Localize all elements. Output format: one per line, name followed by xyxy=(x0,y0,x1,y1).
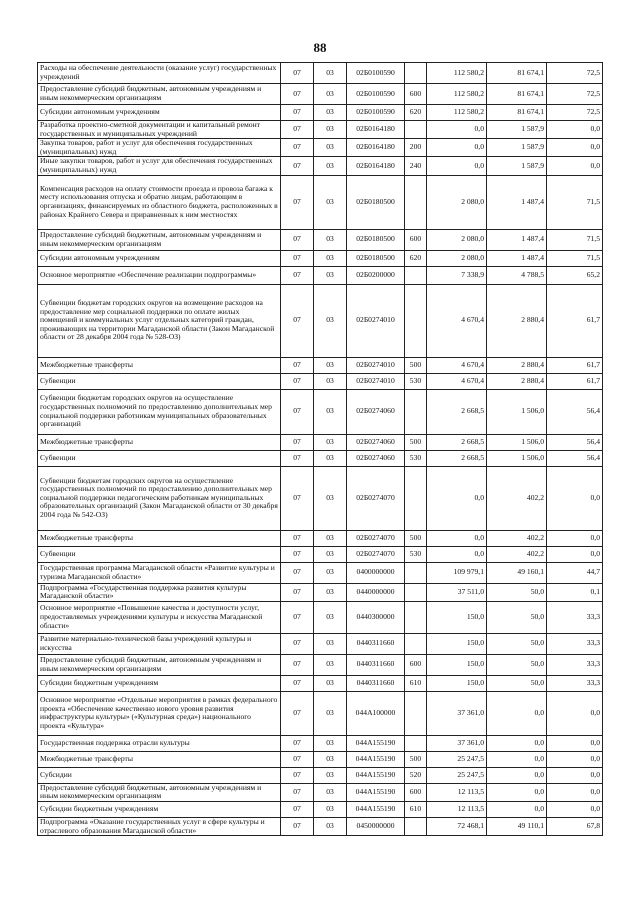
planned-amount-cell: 2 080,0 xyxy=(427,175,487,229)
expense-type-cell xyxy=(405,389,427,434)
table-row xyxy=(38,105,603,121)
planned-amount-cell: 0,0 xyxy=(427,546,487,562)
execution-percent-cell: 0,0 xyxy=(547,751,603,767)
execution-percent-cell: 33,3 xyxy=(547,601,603,633)
subsection-code-cell: 03 xyxy=(314,675,347,691)
page-number: 88 xyxy=(313,40,327,55)
target-article-cell: 044A155190 xyxy=(347,735,405,751)
row-name-cell: Закупка товаров, работ и услуг для обеспечения государственных (муниципальных) нужд xyxy=(38,139,281,157)
expense-type-cell xyxy=(405,466,427,530)
planned-amount-cell: 25 247,5 xyxy=(427,751,487,767)
table-row xyxy=(38,266,603,284)
target-article-cell: 02Б0164180 xyxy=(347,139,405,157)
subsection-code-cell: 03 xyxy=(314,250,347,266)
planned-amount-cell: 150,0 xyxy=(427,654,487,675)
section-code-cell: 07 xyxy=(281,735,314,751)
row-name-cell: Субвенции бюджетам городских округов на осуществление государственных полномочий по предоставлению дополнительных мер социальной поддержки педагогическим работникам муниципальных образовательных организаций (Закон Магаданской области от 30 декабря 2004 года № 542-ОЗ) xyxy=(38,466,281,530)
row-name-cell: Предоставление субсидий бюджетным, автономным учреждениям и иным некоммерческим организациям xyxy=(38,783,281,801)
execution-percent-cell: 56,4 xyxy=(547,434,603,450)
expense-type-cell xyxy=(405,633,427,654)
table-row xyxy=(38,175,603,229)
row-name-cell: Межбюджетные трансферты xyxy=(38,751,281,767)
planned-amount-cell: 2 080,0 xyxy=(427,250,487,266)
section-code-cell: 07 xyxy=(281,357,314,373)
planned-amount-cell: 4 670,4 xyxy=(427,357,487,373)
table-row xyxy=(38,691,603,735)
table-row xyxy=(38,675,603,691)
expense-type-cell: 530 xyxy=(405,546,427,562)
subsection-code-cell: 03 xyxy=(314,783,347,801)
expense-type-cell: 500 xyxy=(405,751,427,767)
actual-amount-cell: 0,0 xyxy=(487,783,547,801)
actual-amount-cell: 402,2 xyxy=(487,546,547,562)
actual-amount-cell: 402,2 xyxy=(487,530,547,546)
target-article-cell: 0440311660 xyxy=(347,633,405,654)
actual-amount-cell: 0,0 xyxy=(487,735,547,751)
execution-percent-cell: 0,0 xyxy=(547,801,603,817)
row-name-cell: Подпрограмма «Государственная поддержка развития культуры Магаданской области» xyxy=(38,583,281,601)
table-row xyxy=(38,801,603,817)
table-row xyxy=(38,284,603,357)
table-row xyxy=(38,84,603,105)
section-code-cell: 07 xyxy=(281,583,314,601)
execution-percent-cell: 72,5 xyxy=(547,84,603,105)
target-article-cell: 0440300000 xyxy=(347,601,405,633)
table-row xyxy=(38,121,603,139)
table-row xyxy=(38,466,603,530)
actual-amount-cell: 2 880,4 xyxy=(487,284,547,357)
target-article-cell: 02Б0274060 xyxy=(347,389,405,434)
subsection-code-cell: 03 xyxy=(314,229,347,250)
expense-type-cell: 600 xyxy=(405,84,427,105)
subsection-code-cell: 03 xyxy=(314,466,347,530)
section-code-cell: 07 xyxy=(281,675,314,691)
expense-type-cell: 620 xyxy=(405,105,427,121)
row-name-cell: Субсидии автономным учреждениям xyxy=(38,250,281,266)
section-code-cell: 07 xyxy=(281,783,314,801)
actual-amount-cell: 50,0 xyxy=(487,601,547,633)
expense-type-cell: 500 xyxy=(405,530,427,546)
section-code-cell: 07 xyxy=(281,654,314,675)
subsection-code-cell: 03 xyxy=(314,601,347,633)
expense-type-cell xyxy=(405,284,427,357)
section-code-cell: 07 xyxy=(281,691,314,735)
row-name-cell: Субсидии бюджетным учреждениям xyxy=(38,801,281,817)
subsection-code-cell: 03 xyxy=(314,751,347,767)
actual-amount-cell: 1 506,0 xyxy=(487,389,547,434)
execution-percent-cell: 0,0 xyxy=(547,466,603,530)
section-code-cell: 07 xyxy=(281,389,314,434)
section-code-cell: 07 xyxy=(281,633,314,654)
actual-amount-cell: 49 160,1 xyxy=(487,562,547,583)
target-article-cell: 02Б0274010 xyxy=(347,373,405,389)
planned-amount-cell: 0,0 xyxy=(427,157,487,175)
planned-amount-cell: 12 113,5 xyxy=(427,801,487,817)
expense-type-cell: 620 xyxy=(405,250,427,266)
table-row xyxy=(38,601,603,633)
budget-table xyxy=(37,62,603,836)
expense-type-cell xyxy=(405,735,427,751)
subsection-code-cell: 03 xyxy=(314,266,347,284)
subsection-code-cell: 03 xyxy=(314,546,347,562)
row-name-cell: Разработка проектно-сметной документации и капитальный ремонт государственных и муниципальных учреждений xyxy=(38,121,281,139)
execution-percent-cell: 72,5 xyxy=(547,63,603,84)
table-row xyxy=(38,633,603,654)
execution-percent-cell: 0,0 xyxy=(547,530,603,546)
expense-type-cell xyxy=(405,817,427,835)
target-article-cell: 044A155190 xyxy=(347,801,405,817)
subsection-code-cell: 03 xyxy=(314,284,347,357)
table-row xyxy=(38,783,603,801)
row-name-cell: Расходы на обеспечение деятельности (оказание услуг) государственных учреждений xyxy=(38,63,281,84)
expense-type-cell: 600 xyxy=(405,229,427,250)
table-row xyxy=(38,735,603,751)
planned-amount-cell: 7 338,9 xyxy=(427,266,487,284)
table-row xyxy=(38,583,603,601)
row-name-cell: Субвенции бюджетам городских округов на осуществление государственных полномочий по предоставлению дополнительных мер социальной поддержки работникам муниципальных образовательных организаций xyxy=(38,389,281,434)
section-code-cell: 07 xyxy=(281,434,314,450)
section-code-cell: 07 xyxy=(281,530,314,546)
actual-amount-cell: 1 587,9 xyxy=(487,121,547,139)
subsection-code-cell: 03 xyxy=(314,450,347,466)
subsection-code-cell: 03 xyxy=(314,357,347,373)
actual-amount-cell: 1 587,9 xyxy=(487,157,547,175)
execution-percent-cell: 67,8 xyxy=(547,817,603,835)
section-code-cell: 07 xyxy=(281,817,314,835)
execution-percent-cell: 71,5 xyxy=(547,229,603,250)
row-name-cell: Предоставление субсидий бюджетным, автономным учреждениям и иным некоммерческим организациям xyxy=(38,84,281,105)
actual-amount-cell: 1 487,4 xyxy=(487,250,547,266)
section-code-cell: 07 xyxy=(281,266,314,284)
table-row xyxy=(38,751,603,767)
target-article-cell: 044A155190 xyxy=(347,751,405,767)
planned-amount-cell: 2 668,5 xyxy=(427,450,487,466)
section-code-cell: 07 xyxy=(281,601,314,633)
subsection-code-cell: 03 xyxy=(314,767,347,783)
subsection-code-cell: 03 xyxy=(314,139,347,157)
expense-type-cell: 600 xyxy=(405,783,427,801)
target-article-cell: 02Б0200000 xyxy=(347,266,405,284)
actual-amount-cell: 2 880,4 xyxy=(487,373,547,389)
subsection-code-cell: 03 xyxy=(314,175,347,229)
target-article-cell: 044A100000 xyxy=(347,691,405,735)
execution-percent-cell: 72,5 xyxy=(547,105,603,121)
actual-amount-cell: 402,2 xyxy=(487,466,547,530)
planned-amount-cell: 112 580,2 xyxy=(427,84,487,105)
execution-percent-cell: 71,5 xyxy=(547,175,603,229)
actual-amount-cell: 0,0 xyxy=(487,767,547,783)
planned-amount-cell: 0,0 xyxy=(427,530,487,546)
subsection-code-cell: 03 xyxy=(314,389,347,434)
actual-amount-cell: 1 506,0 xyxy=(487,450,547,466)
subsection-code-cell: 03 xyxy=(314,373,347,389)
row-name-cell: Субсидии бюджетным учреждениям xyxy=(38,675,281,691)
execution-percent-cell: 44,7 xyxy=(547,562,603,583)
subsection-code-cell: 03 xyxy=(314,434,347,450)
actual-amount-cell: 81 674,1 xyxy=(487,63,547,84)
section-code-cell: 07 xyxy=(281,175,314,229)
planned-amount-cell: 112 580,2 xyxy=(427,63,487,84)
subsection-code-cell: 03 xyxy=(314,583,347,601)
expense-type-cell xyxy=(405,562,427,583)
section-code-cell: 07 xyxy=(281,121,314,139)
target-article-cell: 044A155190 xyxy=(347,783,405,801)
section-code-cell: 07 xyxy=(281,466,314,530)
expense-type-cell: 530 xyxy=(405,450,427,466)
execution-percent-cell: 0,0 xyxy=(547,735,603,751)
expense-type-cell: 200 xyxy=(405,139,427,157)
execution-percent-cell: 33,3 xyxy=(547,654,603,675)
execution-percent-cell: 0,0 xyxy=(547,157,603,175)
row-name-cell: Основное мероприятие «Обеспечение реализации подпрограммы» xyxy=(38,266,281,284)
table-row xyxy=(38,157,603,175)
execution-percent-cell: 71,5 xyxy=(547,250,603,266)
target-article-cell: 044A155190 xyxy=(347,767,405,783)
target-article-cell: 02Б0180500 xyxy=(347,250,405,266)
row-name-cell: Иные закупки товаров, работ и услуг для обеспечения государственных (муниципальных) нужд xyxy=(38,157,281,175)
target-article-cell: 0450000000 xyxy=(347,817,405,835)
execution-percent-cell: 61,7 xyxy=(547,373,603,389)
expense-type-cell: 500 xyxy=(405,434,427,450)
row-name-cell: Развитие материально-технической базы учреждений культуры и искусства xyxy=(38,633,281,654)
actual-amount-cell: 50,0 xyxy=(487,675,547,691)
target-article-cell: 02Б0100590 xyxy=(347,84,405,105)
actual-amount-cell: 1 487,4 xyxy=(487,229,547,250)
row-name-cell: Субвенции xyxy=(38,546,281,562)
planned-amount-cell: 0,0 xyxy=(427,121,487,139)
subsection-code-cell: 03 xyxy=(314,633,347,654)
target-article-cell: 02Б0274070 xyxy=(347,466,405,530)
actual-amount-cell: 50,0 xyxy=(487,654,547,675)
actual-amount-cell: 49 110,1 xyxy=(487,817,547,835)
actual-amount-cell: 4 788,5 xyxy=(487,266,547,284)
planned-amount-cell: 25 247,5 xyxy=(427,767,487,783)
target-article-cell: 02Б0274010 xyxy=(347,284,405,357)
execution-percent-cell: 0,0 xyxy=(547,767,603,783)
table-row xyxy=(38,530,603,546)
execution-percent-cell: 0,0 xyxy=(547,546,603,562)
subsection-code-cell: 03 xyxy=(314,801,347,817)
planned-amount-cell: 4 670,4 xyxy=(427,373,487,389)
target-article-cell: 02Б0180500 xyxy=(347,175,405,229)
execution-percent-cell: 33,3 xyxy=(547,675,603,691)
target-article-cell: 0440000000 xyxy=(347,583,405,601)
table-row xyxy=(38,546,603,562)
execution-percent-cell: 0,0 xyxy=(547,121,603,139)
actual-amount-cell: 81 674,1 xyxy=(487,105,547,121)
table-row xyxy=(38,250,603,266)
table-row xyxy=(38,654,603,675)
expense-type-cell xyxy=(405,266,427,284)
execution-percent-cell: 56,4 xyxy=(547,389,603,434)
actual-amount-cell: 2 880,4 xyxy=(487,357,547,373)
target-article-cell: 02Б0100590 xyxy=(347,63,405,84)
execution-percent-cell: 33,3 xyxy=(547,633,603,654)
section-code-cell: 07 xyxy=(281,84,314,105)
actual-amount-cell: 81 674,1 xyxy=(487,84,547,105)
planned-amount-cell: 72 468,1 xyxy=(427,817,487,835)
actual-amount-cell: 0,0 xyxy=(487,691,547,735)
execution-percent-cell: 56,4 xyxy=(547,450,603,466)
planned-amount-cell: 37 361,0 xyxy=(427,691,487,735)
target-article-cell: 02Б0274010 xyxy=(347,357,405,373)
subsection-code-cell: 03 xyxy=(314,562,347,583)
row-name-cell: Компенсация расходов на оплату стоимости проезда и провоза багажа к месту использования отпуска и обратно лицам, работающим в организациях, финансируемых из областного бюджета, расположенных в районах Крайнего Севера и приравненных к ним местностях xyxy=(38,175,281,229)
planned-amount-cell: 4 670,4 xyxy=(427,284,487,357)
section-code-cell: 07 xyxy=(281,450,314,466)
subsection-code-cell: 03 xyxy=(314,691,347,735)
execution-percent-cell: 0,0 xyxy=(547,783,603,801)
planned-amount-cell: 150,0 xyxy=(427,633,487,654)
row-name-cell: Межбюджетные трансферты xyxy=(38,434,281,450)
target-article-cell: 02Б0180500 xyxy=(347,229,405,250)
planned-amount-cell: 0,0 xyxy=(427,139,487,157)
actual-amount-cell: 1 506,0 xyxy=(487,434,547,450)
section-code-cell: 07 xyxy=(281,229,314,250)
target-article-cell: 0440311660 xyxy=(347,675,405,691)
execution-percent-cell: 0,0 xyxy=(547,139,603,157)
actual-amount-cell: 0,0 xyxy=(487,801,547,817)
table-row xyxy=(38,357,603,373)
actual-amount-cell: 50,0 xyxy=(487,633,547,654)
planned-amount-cell: 12 113,5 xyxy=(427,783,487,801)
expense-type-cell xyxy=(405,691,427,735)
planned-amount-cell: 150,0 xyxy=(427,675,487,691)
planned-amount-cell: 2 668,5 xyxy=(427,389,487,434)
table-row xyxy=(38,562,603,583)
target-article-cell: 0400000000 xyxy=(347,562,405,583)
section-code-cell: 07 xyxy=(281,139,314,157)
expense-type-cell xyxy=(405,63,427,84)
actual-amount-cell: 50,0 xyxy=(487,583,547,601)
expense-type-cell xyxy=(405,583,427,601)
section-code-cell: 07 xyxy=(281,751,314,767)
target-article-cell: 0440311660 xyxy=(347,654,405,675)
planned-amount-cell: 109 979,1 xyxy=(427,562,487,583)
table-row xyxy=(38,450,603,466)
table-row xyxy=(38,434,603,450)
planned-amount-cell: 2 668,5 xyxy=(427,434,487,450)
target-article-cell: 02Б0274070 xyxy=(347,546,405,562)
subsection-code-cell: 03 xyxy=(314,157,347,175)
actual-amount-cell: 1 587,9 xyxy=(487,139,547,157)
row-name-cell: Межбюджетные трансферты xyxy=(38,530,281,546)
row-name-cell: Государственная программа Магаданской области «Развитие культуры и туризма Магаданской области» xyxy=(38,562,281,583)
subsection-code-cell: 03 xyxy=(314,530,347,546)
target-article-cell: 02Б0274070 xyxy=(347,530,405,546)
expense-type-cell: 520 xyxy=(405,767,427,783)
target-article-cell: 02Б0274060 xyxy=(347,450,405,466)
target-article-cell: 02Б0164180 xyxy=(347,157,405,175)
planned-amount-cell: 37 361,0 xyxy=(427,735,487,751)
target-article-cell: 02Б0274060 xyxy=(347,434,405,450)
planned-amount-cell: 0,0 xyxy=(427,466,487,530)
table-row xyxy=(38,373,603,389)
table-row xyxy=(38,767,603,783)
row-name-cell: Основное мероприятие «Отдельные мероприятия в рамках федерального проекта «Обеспечение качественно нового уровня развития инфраструктуры культуры» («Культурная среда») национального проекта «Культура» xyxy=(38,691,281,735)
row-name-cell: Основное мероприятие «Повышение качества и доступности услуг, предоставляемых учреждениями культуры и искусства Магаданской области» xyxy=(38,601,281,633)
target-article-cell: 02Б0164180 xyxy=(347,121,405,139)
expense-type-cell: 610 xyxy=(405,801,427,817)
table-row xyxy=(38,63,603,84)
expense-type-cell: 240 xyxy=(405,157,427,175)
subsection-code-cell: 03 xyxy=(314,63,347,84)
section-code-cell: 07 xyxy=(281,373,314,389)
actual-amount-cell: 1 487,4 xyxy=(487,175,547,229)
row-name-cell: Субвенции xyxy=(38,450,281,466)
section-code-cell: 07 xyxy=(281,250,314,266)
section-code-cell: 07 xyxy=(281,767,314,783)
section-code-cell: 07 xyxy=(281,562,314,583)
section-code-cell: 07 xyxy=(281,546,314,562)
expense-type-cell: 600 xyxy=(405,654,427,675)
table-row xyxy=(38,389,603,434)
target-article-cell: 02Б0100590 xyxy=(347,105,405,121)
actual-amount-cell: 0,0 xyxy=(487,751,547,767)
planned-amount-cell: 2 080,0 xyxy=(427,229,487,250)
expense-type-cell: 500 xyxy=(405,357,427,373)
table-row xyxy=(38,817,603,835)
row-name-cell: Субсидии автономным учреждениям xyxy=(38,105,281,121)
section-code-cell: 07 xyxy=(281,63,314,84)
subsection-code-cell: 03 xyxy=(314,654,347,675)
row-name-cell: Межбюджетные трансферты xyxy=(38,357,281,373)
expense-type-cell: 530 xyxy=(405,373,427,389)
section-code-cell: 07 xyxy=(281,284,314,357)
planned-amount-cell: 112 580,2 xyxy=(427,105,487,121)
execution-percent-cell: 65,2 xyxy=(547,266,603,284)
subsection-code-cell: 03 xyxy=(314,105,347,121)
table-row xyxy=(38,139,603,157)
expense-type-cell xyxy=(405,601,427,633)
expense-type-cell xyxy=(405,175,427,229)
expense-type-cell xyxy=(405,121,427,139)
subsection-code-cell: 03 xyxy=(314,84,347,105)
section-code-cell: 07 xyxy=(281,157,314,175)
execution-percent-cell: 0,1 xyxy=(547,583,603,601)
row-name-cell: Субвенции xyxy=(38,373,281,389)
row-name-cell: Государственная поддержка отрасли культуры xyxy=(38,735,281,751)
row-name-cell: Подпрограмма «Оказание государственных услуг в сфере культуры и отраслевого образования Магаданской области» xyxy=(38,817,281,835)
subsection-code-cell: 03 xyxy=(314,735,347,751)
row-name-cell: Предоставление субсидий бюджетным, автономным учреждениям и иным некоммерческим организациям xyxy=(38,654,281,675)
row-name-cell: Субсидии xyxy=(38,767,281,783)
subsection-code-cell: 03 xyxy=(314,121,347,139)
execution-percent-cell: 61,7 xyxy=(547,357,603,373)
row-name-cell: Субвенции бюджетам городских округов на возмещение расходов на предоставление мер социальной поддержки по оплате жилых помещений и коммунальных услуг отдельных категорий граждан, проживающих на территории Магаданской области (Закон Магаданской области от 28 декабря 2004 года № 528-ОЗ) xyxy=(38,284,281,357)
table-row xyxy=(38,229,603,250)
planned-amount-cell: 150,0 xyxy=(427,601,487,633)
expense-type-cell: 610 xyxy=(405,675,427,691)
row-name-cell: Предоставление субсидий бюджетным, автономным учреждениям и иным некоммерческим организациям xyxy=(38,229,281,250)
execution-percent-cell: 61,7 xyxy=(547,284,603,357)
section-code-cell: 07 xyxy=(281,801,314,817)
execution-percent-cell: 0,0 xyxy=(547,691,603,735)
planned-amount-cell: 37 511,0 xyxy=(427,583,487,601)
section-code-cell: 07 xyxy=(281,105,314,121)
subsection-code-cell: 03 xyxy=(314,817,347,835)
